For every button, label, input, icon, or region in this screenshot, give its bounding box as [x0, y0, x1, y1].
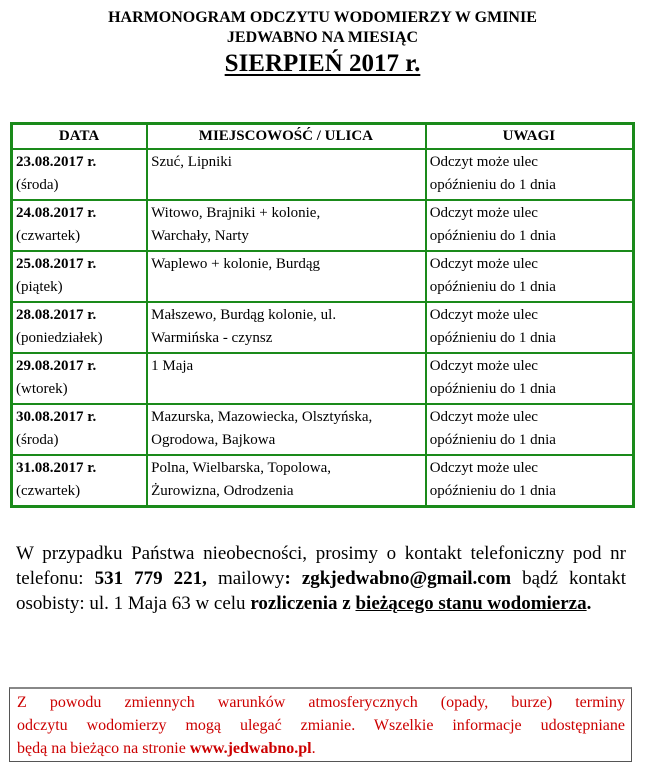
place-line: Witowo, Brajniki + kolonie, [151, 205, 321, 221]
place-cell [147, 353, 426, 404]
place-line: Warchały, Narty [151, 228, 249, 244]
column-header-notes: UWAGI [426, 124, 634, 150]
email-address: zgkjedwabno@gmail.com [301, 568, 512, 589]
notes-line: Odczyt może ulec [429, 409, 538, 425]
place-cell [147, 455, 426, 507]
date-cell [12, 302, 148, 353]
month-title: SIERPIEŃ 2017 r. [224, 50, 421, 77]
place-cell [147, 302, 426, 353]
weekday: (czwartek) [16, 228, 81, 244]
place-line: Szuć, Lipniki [151, 154, 232, 170]
weekday: (środa) [16, 177, 59, 193]
table-header-row [12, 124, 634, 150]
date: 29.08.2017 r. [16, 358, 97, 374]
place-cell [147, 404, 426, 455]
date: 28.08.2017 r. [16, 307, 97, 323]
contact-text-intro: W przypadku Państwa nieobecności, prosimy o kontakt telefoniczny pod nr telefonu: [16, 543, 626, 589]
title-line-2: JEDWABNO NA MIESIĄC [226, 29, 419, 46]
weekday: (poniedziałek) [16, 330, 103, 346]
notes-line: opóźnieniu do 1 dnia [429, 228, 556, 244]
notes-line: opóźnieniu do 1 dnia [429, 483, 556, 499]
contact-colon: : [284, 568, 302, 589]
place-line: Warmińska - czynsz [151, 330, 273, 346]
notes-line: opóźnieniu do 1 dnia [429, 177, 556, 193]
date-cell [12, 251, 148, 302]
notice-period: . [311, 740, 316, 757]
table-row [12, 455, 634, 507]
notes-cell [426, 251, 634, 302]
date-cell [12, 455, 148, 507]
notes-cell [426, 404, 634, 455]
notice-line-2: odczytu wodomierzy mogą ulegać zmianie. Wszelkie informacje udostępniane [17, 717, 625, 734]
notes-line: opóźnieniu do 1 dnia [429, 381, 556, 397]
notes-line: opóźnieniu do 1 dnia [429, 279, 556, 295]
place-line: Żurowizna, Odrodzenia [151, 483, 294, 499]
schedule-table [10, 122, 635, 508]
notice-line-3-text: będą na bieżąco na stronie [17, 740, 190, 757]
place-line: Małszewo, Burdąg kolonie, ul. [151, 307, 337, 323]
contact-paragraph [16, 541, 626, 616]
place-line: Ogrodowa, Bajkowa [151, 432, 276, 448]
table-row [12, 353, 634, 404]
place-cell [147, 149, 426, 200]
column-header-date: DATA [12, 124, 148, 150]
settlement-phrase: rozliczenia z [250, 593, 356, 614]
phone-number: 531 779 221, [94, 568, 207, 589]
title-line-1: HARMONOGRAM ODCZYTU WODOMIERZY W GMINIE [108, 9, 537, 26]
place-line: 1 Maja [151, 358, 194, 374]
place-cell [147, 251, 426, 302]
place-line: Waplewo + kolonie, Burdąg [151, 256, 321, 272]
meter-status-phrase: bieżącego stanu wodomierza [355, 593, 587, 614]
date-cell [12, 353, 148, 404]
date-cell [12, 200, 148, 251]
notes-cell [426, 302, 634, 353]
date: 23.08.2017 r. [16, 154, 97, 170]
table-row [12, 200, 634, 251]
date-cell [12, 149, 148, 200]
contact-text-address: bądź kontakt osobisty: ul. 1 Maja 63 w celu [16, 568, 627, 614]
weekday: (środa) [16, 432, 59, 448]
date: 24.08.2017 r. [16, 205, 97, 221]
place-cell [147, 200, 426, 251]
website-link[interactable]: www.jedwabno.pl [189, 740, 312, 757]
weekday: (piątek) [16, 279, 63, 295]
notes-cell [426, 353, 634, 404]
notes-line: Odczyt może ulec [429, 307, 538, 323]
notes-line: opóźnieniu do 1 dnia [429, 330, 556, 346]
date-cell [12, 404, 148, 455]
table-row [12, 149, 634, 200]
contact-period: . [586, 593, 592, 614]
column-header-place: MIEJSCOWOŚĆ / ULICA [147, 124, 426, 150]
place-line: Mazurska, Mazowiecka, Olsztyńska, [151, 409, 373, 425]
notes-line: Odczyt może ulec [429, 154, 538, 170]
notes-line: Odczyt może ulec [429, 205, 538, 221]
notice-line-3 [17, 737, 625, 760]
notes-cell [426, 149, 634, 200]
weekday: (czwartek) [16, 483, 81, 499]
notes-line: Odczyt może ulec [429, 460, 538, 476]
table-row [12, 404, 634, 455]
table-row [12, 302, 634, 353]
contact-text-mail: mailowy [206, 568, 285, 589]
date: 31.08.2017 r. [16, 460, 97, 476]
notes-line: opóźnieniu do 1 dnia [429, 432, 556, 448]
date: 30.08.2017 r. [16, 409, 97, 425]
notes-cell [426, 455, 634, 507]
notes-line: Odczyt może ulec [429, 358, 538, 374]
notes-line: Odczyt może ulec [429, 256, 538, 272]
weekday: (wtorek) [16, 381, 68, 397]
notes-cell [426, 200, 634, 251]
weather-notice-box [9, 687, 632, 762]
place-line: Polna, Wielbarska, Topolowa, [151, 460, 331, 476]
document-header [0, 8, 645, 80]
notice-line-1: Z powodu zmiennych warunków atmosferycznych (opady, burze) terminy [17, 694, 625, 711]
table-row [12, 251, 634, 302]
date: 25.08.2017 r. [16, 256, 97, 272]
